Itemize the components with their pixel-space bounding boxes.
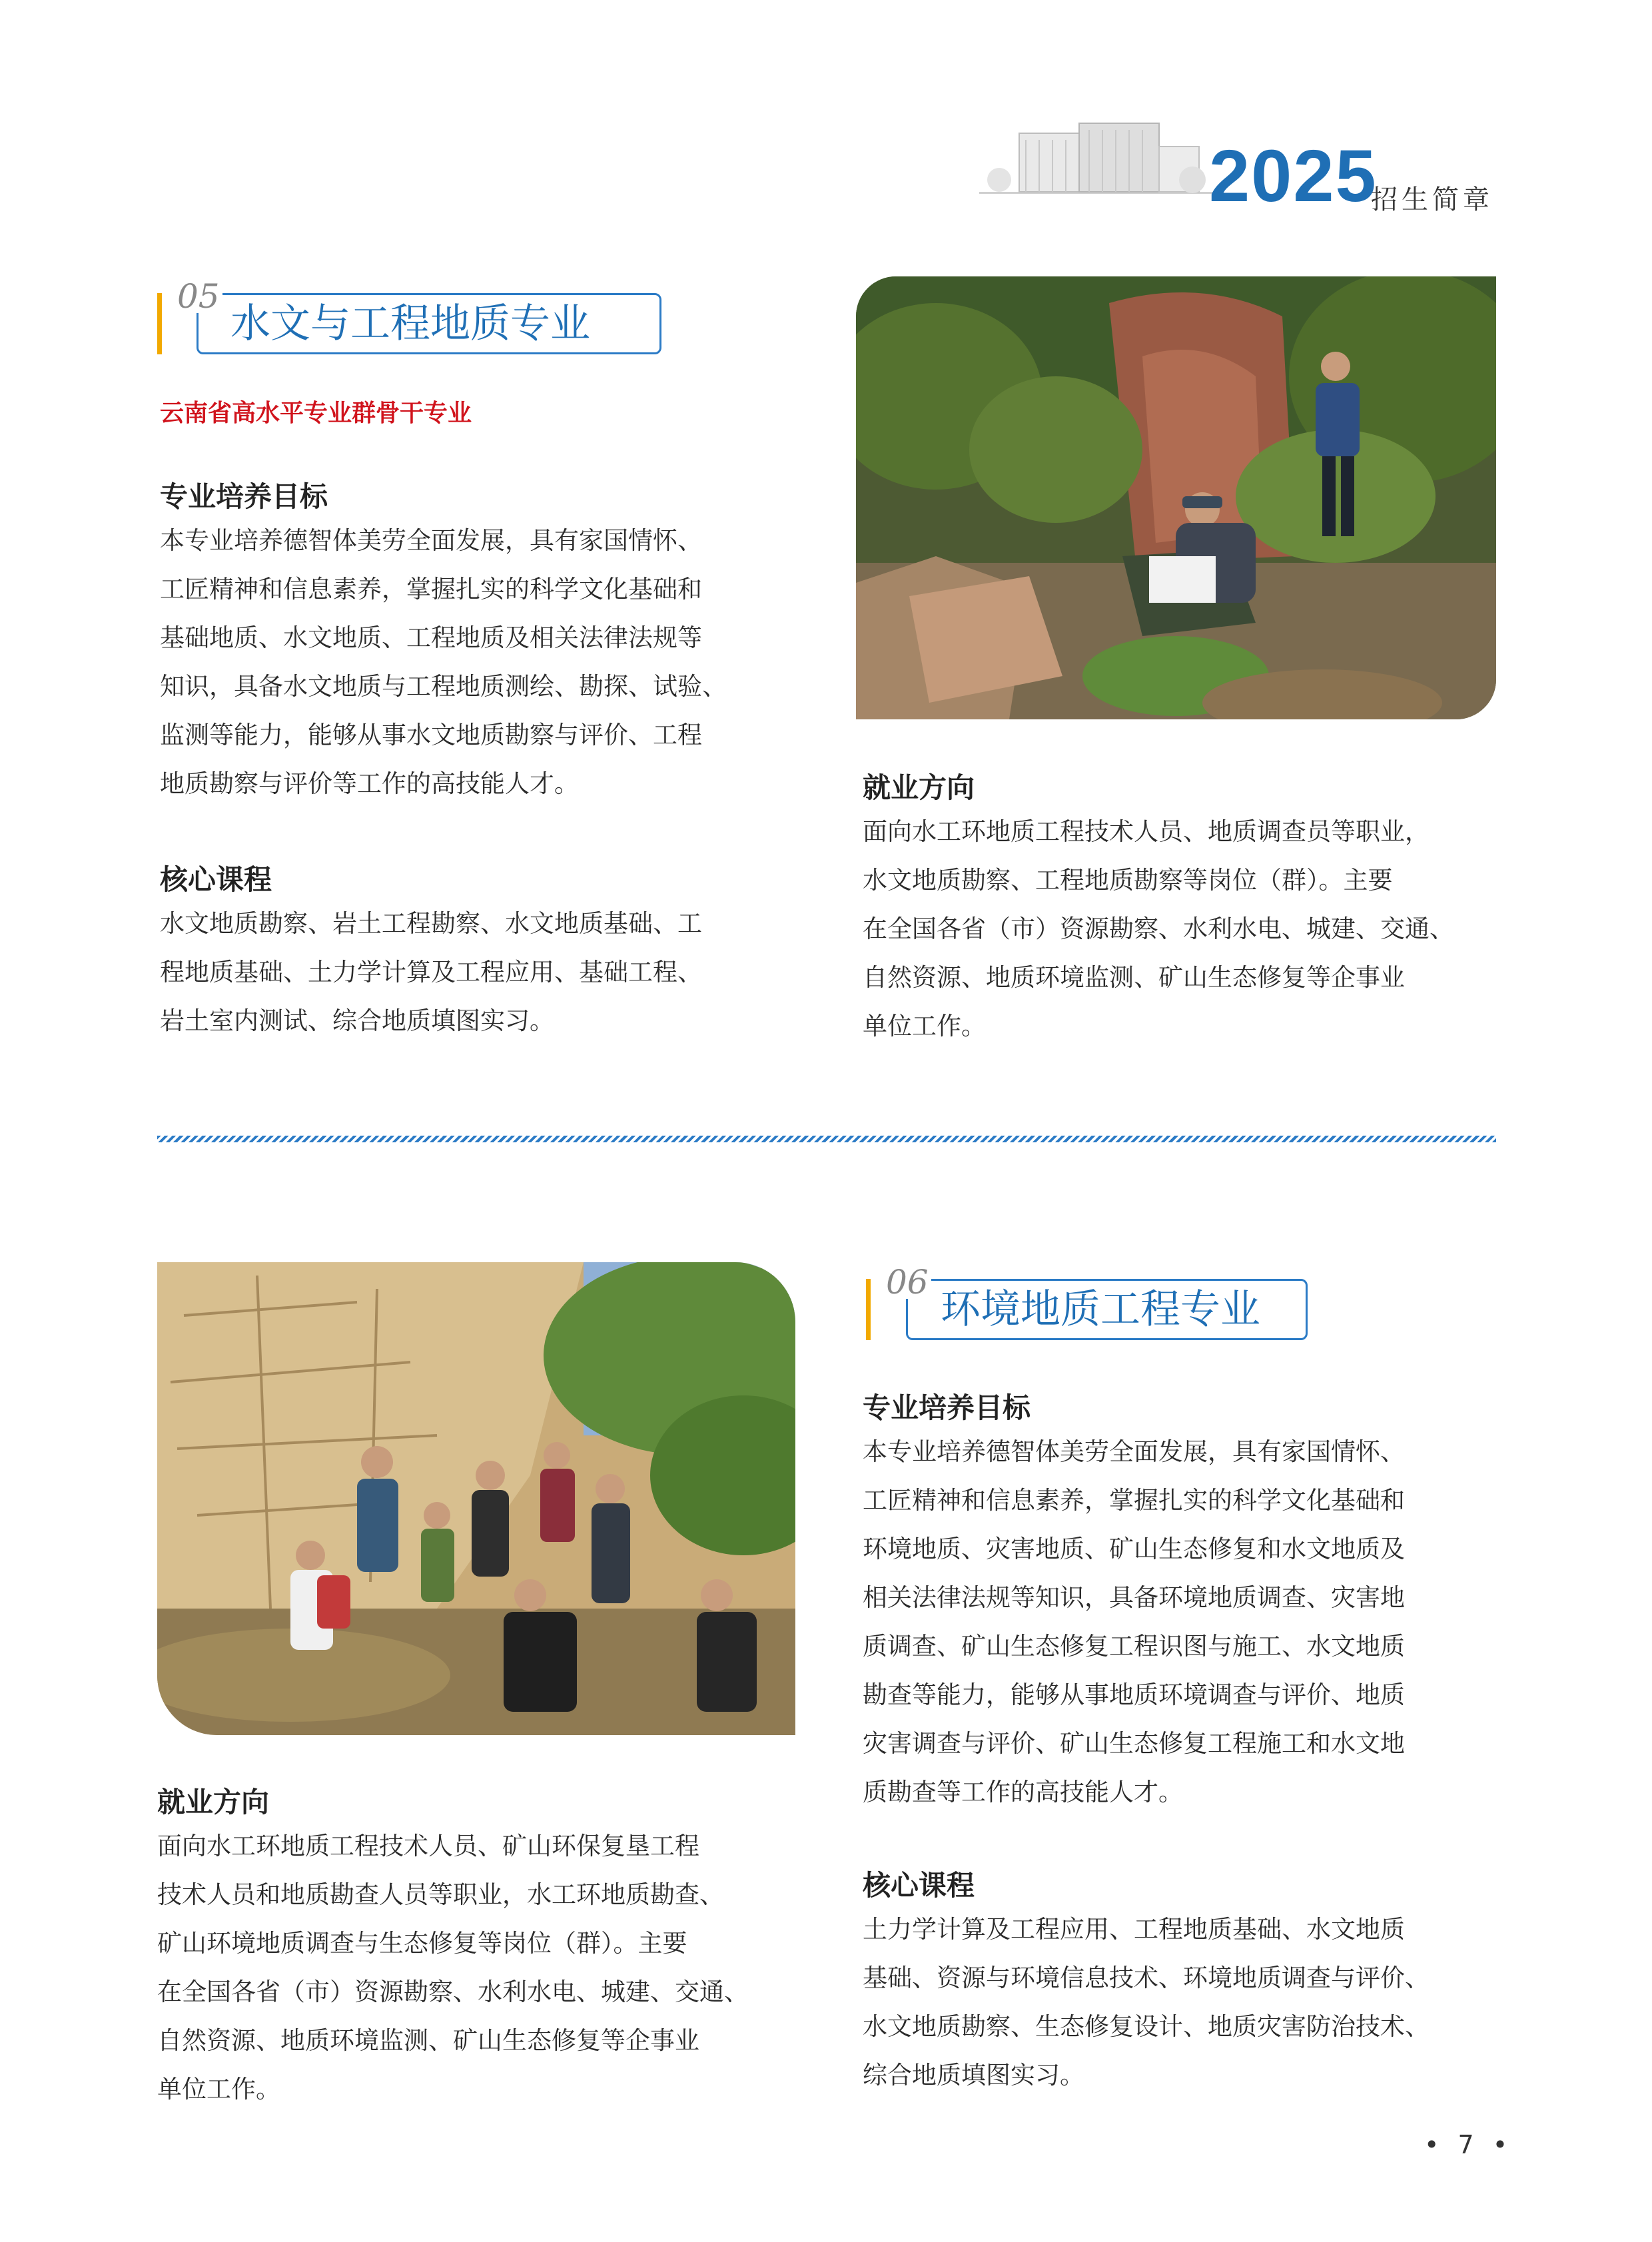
section-05-course-heading: 核心课程	[160, 863, 272, 896]
section-06-course-heading: 核心课程	[863, 1869, 975, 1902]
section-05-course-text: 水文地质勘察、岩土工程勘察、水文地质基础、工 程地质基础、土力学计算及工程应用、基础工程、 岩土室内测试、综合地质填图实习。	[160, 909, 702, 1035]
section-06-job-text: 面向水工环地质工程技术人员、矿山环保复垦工程 技术人员和地质勘查人员等职业，水工环地质勘查、 矿山环境地质调查与生态修复等岗位（群）。主要 在全国各省（市）资源勘察、水利水电、城建、交通、 自然资源、地质环境监测、矿山生态修复等企事业 单位工作。	[157, 1832, 749, 2103]
header-year: 2025	[1209, 135, 1378, 217]
section-05-accent-bar	[157, 293, 162, 354]
section-05-tag: 云南省高水平专业群骨干专业	[160, 400, 472, 427]
section-05-job-text: 面向水工环地质工程技术人员、地质调查员等职业， 水文地质勘察、工程地质勘察等岗位（群）。主要 在全国各省（市）资源勘察、水利水电、城建、交通、 自然资源、地质环境监测、矿山生态修复等企事业 单位工作。	[863, 817, 1454, 1040]
section-06-number: 06	[883, 1266, 931, 1299]
photo-field-geology-class	[157, 1262, 795, 1735]
section-06-title: 环境地质工程专业	[941, 1286, 1260, 1333]
section-05-number: 05	[175, 280, 222, 313]
section-06-job-heading: 就业方向	[157, 1786, 270, 1818]
photo-hydrogeology-fieldwork	[856, 276, 1496, 719]
section-06-course-text: 土力学计算及工程应用、工程地质基础、水文地质 基础、资源与环境信息技术、环境地质调查与评价、 水文地质勘察、生态修复设计、地质灾害防治技术、 综合地质填图实习。	[863, 1915, 1430, 2089]
header-building-illustration	[979, 113, 1212, 206]
page-number: • 7 •	[1424, 2130, 1513, 2159]
section-05-job-heading: 就业方向	[863, 771, 975, 804]
section-06-accent-bar	[866, 1279, 871, 1340]
section-06-goal-heading: 专业培养目标	[863, 1391, 1031, 1424]
header-subtitle: 招生简章	[1371, 185, 1493, 215]
section-05-title: 水文与工程地质专业	[230, 300, 590, 347]
section-divider	[157, 1136, 1496, 1142]
section-05-goal-heading: 专业培养目标	[160, 480, 328, 513]
section-05-goal-text: 本专业培养德智体美劳全面发展，具有家国情怀、 工匠精神和信息素养，掌握扎实的科学文化基础和 基础地质、水文地质、工程地质及相关法律法规等 知识，具备水文地质与工程地质测绘、勘探、试验、 监测等能力，能够从事水文地质勘察与评价、工程 地质勘察与评价等工作的高技能人才。	[160, 526, 727, 798]
section-06-goal-text: 本专业培养德智体美劳全面发展，具有家国情怀、 工匠精神和信息素养，掌握扎实的科学文化基础和 环境地质、灾害地质、矿山生态修复和水文地质及 相关法律法规等知识，具备环境地质调查、灾害地 质调查、矿山生态修复工程识图与施工、水文地质 勘查等能力，能够从事地质环境调查与评价、地质 灾害调查与评价、矿山生态修复工程施工和水文地 质勘查等工作的高技能人才。	[863, 1437, 1405, 1806]
